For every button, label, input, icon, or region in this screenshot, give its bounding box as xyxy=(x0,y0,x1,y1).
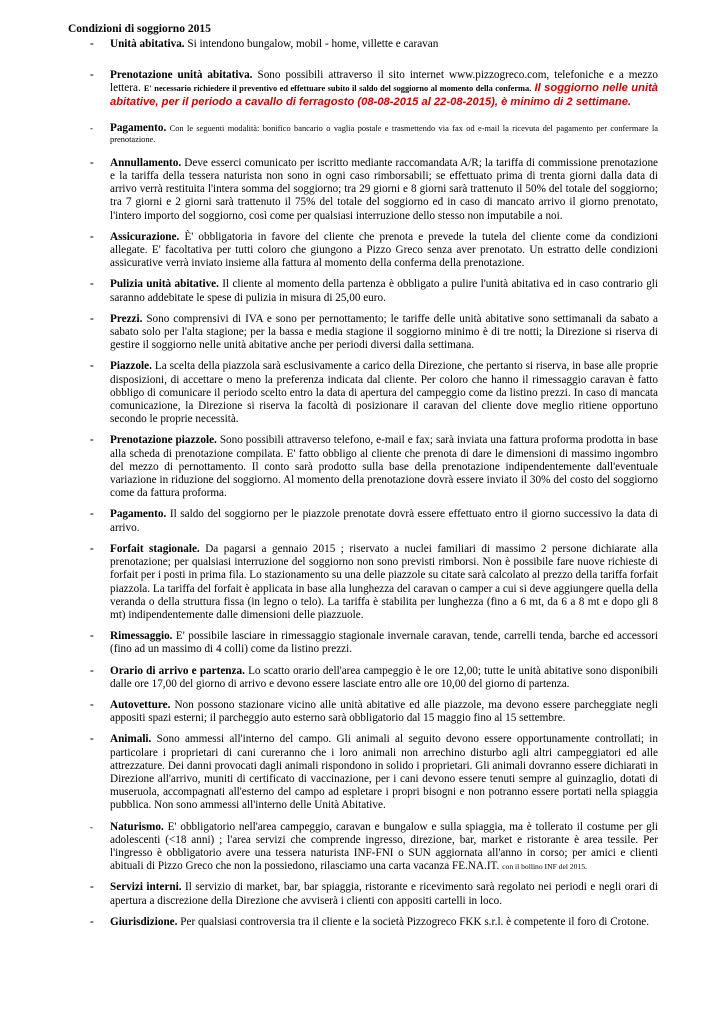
clause-text: È' obbligatoria in favore del cliente che prenota e prevede la tutela del cliente come da condizioni allegate. E' facoltativa per tutti coloro che giungono a Pizzo Greco senza aver prenotato. Un estratto delle condizioni assicurative verrà inviato insieme alla fattura al momento della conferma della prenotazione. xyxy=(110,230,659,270)
bullet: - xyxy=(90,434,94,447)
clause-text: Per qualsiasi controversia tra il cliente e la società Pizzogreco FKK s.r.l. è competente il foro di Crotone. xyxy=(180,915,650,928)
bullet: - xyxy=(90,542,94,555)
bullet: - xyxy=(90,69,94,82)
clause-label: Pagamento. xyxy=(110,508,167,521)
clause-naturismo xyxy=(68,821,658,874)
clause-label: Prezzi. xyxy=(110,312,143,325)
bullet: - xyxy=(90,821,93,832)
bullet: - xyxy=(90,122,93,133)
clause-label: Piazzole. xyxy=(110,360,152,373)
bullet: - xyxy=(90,230,94,243)
clause-label: Unità abitativa. xyxy=(110,38,185,50)
bullet: - xyxy=(90,360,94,373)
bullet: - xyxy=(90,698,94,711)
clause-forfait xyxy=(68,543,658,622)
page-title: Condizioni di soggiorno 2015 xyxy=(68,23,211,35)
clause-text: Il cliente al momento della partenza è obbligato a pulire l'unità abitativa ed in caso contrario gli saranno addebitate le spese di pulizia in misura di 25,00 euro. xyxy=(110,278,659,304)
clause-label: Prenotazione unità abitativa. xyxy=(110,69,253,82)
bullet: - xyxy=(90,156,94,169)
clause-servizi-interni xyxy=(68,881,658,907)
clause-text: Si intendono bungalow, mobil - home, villette e caravan xyxy=(187,38,439,50)
bullet: - xyxy=(90,664,94,677)
clause-warning: Il soggiorno nelle unità abitative, per il periodo a cavallo di ferragosto (08-08-2015 al 22-08-2015), è minimo di 2 settimane. xyxy=(110,82,659,108)
clause-text: Lo scatto orario dell'area campeggio è le ore 12,00; tutte le unità abitative sono disponibili dalle ore 17,00 del giorno di arrivo e devono essere lasciate entro alle ore 10,00 del giorno di partenza. xyxy=(110,664,659,690)
clause-pagamento-unita xyxy=(68,123,658,145)
clause-prenotazione-piazzole xyxy=(68,434,658,500)
clause-label: Giurisdizione. xyxy=(110,915,178,928)
bullet: - xyxy=(90,38,94,50)
clause-note: con il bollino INF del 2015. xyxy=(502,862,587,872)
clause-rimessaggio xyxy=(68,630,658,656)
clause-text: Non possono stazionare vicino alle unità abitative ed alle piazzole, ma devono essere parcheggiate negli appositi spazi esterni; il parcheggio auto esterno sarà obbligatorio dal 15 maggio fino al 15 settembre. xyxy=(110,698,658,725)
clause-text: Con le seguenti modalità: bonifico bancario o vaglia postale e trasmettendo via fax od e-mail la ricevuta del pagamento per confermare la prenotazione. xyxy=(110,123,658,144)
clause-text: E' possibile lasciare in rimessaggio stagionale invernale caravan, tende, carrelli tenda, barche ed accessori (fino ad un massimo di 4 colli) come da listino prezzi. xyxy=(110,630,658,656)
clause-text: Sono possibili attraverso il sito internet www.pizzogreco.com, telefoniche e a mezzo lettera. xyxy=(110,69,658,95)
clause-giurisdizione xyxy=(68,916,658,929)
clause-text: Deve esserci comunicato per iscritto mediante raccomandata A/R; la tariffa di commissione prenotazione e la tariffa della tessera naturista non sono in ogni caso rimborsabili; se effettuato prima di trenta giorni dalla data di arrivo verrà restituita l'intera somma del soggiorno; tra 29 giorni e 8 giorni sarà trattenuto il 50% del totale del soggiorno; tra 7 giorni e 2 giorni sarà trattenuto il 75% del totale del soggiorno ed in caso di mancato arrivo il giorno prenotato, l'intero importo del soggiorno, così come per qualsiasi interruzione dello stesso non imputabile a noi. xyxy=(110,156,659,222)
clause-label: Servizi interni. xyxy=(110,881,182,894)
clause-text: La scelta della piazzola sarà esclusivamente a carico della Direzione, che pertanto si riserva, in base alle proprie disposizioni, di accettare o meno la preferenza indicata dal cliente. Per coloro che hanno il rimessaggio caravan è fatto obbligo di comunicare il periodo scelto entro la data di apertura del campeggio come da listino prezzi. In caso di mancata comunicazione, la Direzione si riserva la facoltà di posizionare il caravan del cliente dove meglio ritiene opportuno secondo le proprie necessità. xyxy=(110,360,658,426)
clause-animali xyxy=(68,733,658,812)
clause-label: Pulizia unità abitative. xyxy=(110,278,219,291)
clause-pulizia xyxy=(68,278,658,304)
bullet: - xyxy=(90,733,94,746)
clause-text: Sono ammessi all'interno del campo. Gli animali al seguito devono essere opportunamente controllati; in particolare i proprietari di cani cureranno che i loro animali non arrechino disturbo agli altri campeggiatori ed alle attrezzature. Dei danni provocati dagli animali rispondono in solido i proprietari. Gli animali dovranno essere dichiarati in Direzione all'arrivo, muniti di certificato di vaccinazione, per i cani devono essere tenuti sempre al guinzaglio, dotati di museruola, accompagnati all'esterno del campo ad espletare i propri bisogni e non potranno essere portati nella spiaggia pubblica. Non sono ammessi all'interno delle Unità Abitative. xyxy=(110,733,658,812)
clause-text: E' obbligatorio nell'area campeggio, caravan e bungalow e sulla spiaggia, ma è tollerato il costume per gli adolescenti (<18 anni) ; l'area servizi che comprende ingresso, direzione, bar, market e ristorante è area tessile. Per l'ingresso è obbligatorio avere una tessera naturista INF-FNI o SUN aggiornata all'anno in corso; per amici e clienti abituali di Pizzo Greco che non la possiedono, rilasciamo una carta vacanza FE.NA.IT. xyxy=(110,820,658,873)
clause-assicurazione xyxy=(68,231,658,271)
clause-annullamento xyxy=(68,157,658,223)
clause-prenotazione-unita xyxy=(68,69,658,109)
bullet: - xyxy=(90,881,94,894)
clause-label: Pagamento. xyxy=(110,121,167,134)
clause-label: Animali. xyxy=(110,733,152,746)
bullet: - xyxy=(90,278,94,291)
clause-label: Rimessaggio. xyxy=(110,630,173,643)
clause-piazzole xyxy=(68,360,658,426)
clause-text: Sono possibili attraverso telefono, e-mail e fax; sarà inviata una fattura proforma prodotta in base alla scheda di prenotazione compilata. E' fatto obbligo al cliente che prenota di dare le dimensioni di massimo ingombro del mezzo di pernottamento. Il conto sarà prodotto sulla base della prenotazione indipendentemente dall'eventuale variazione in riduzione del soggiorno. Al momento della prenotazione dovrà essere inviato il 30% del costo del soggiorno come da fattura proforma. xyxy=(110,434,659,500)
clause-label: Autovetture. xyxy=(110,698,171,711)
bullet: - xyxy=(90,508,94,521)
clause-orario xyxy=(68,665,658,691)
clause-note: E' necessario richiedere il preventivo ed effettuare subito il saldo del soggiorno al momento della conferma. xyxy=(143,84,532,94)
clause-label: Assicurazione. xyxy=(110,230,180,243)
document-page xyxy=(68,22,658,929)
clause-text: Il servizio di market, bar, bar spiaggia, ristorante e ricevimento sarà regolato nei periodi e negli orari di apertura a discrezione della Direzione che avviserà i clienti con appositi cartelli in loco. xyxy=(110,881,659,907)
clause-label: Naturismo. xyxy=(110,820,164,833)
clause-prezzi xyxy=(68,313,658,353)
clause-pagamento-piazzole xyxy=(68,508,658,534)
bullet: - xyxy=(90,630,94,643)
clause-autovetture xyxy=(68,699,658,725)
clause-text: Da pagarsi a gennaio 2015 ; riservato a nuclei familiari di massimo 2 persone dichiarate alla prenotazione; per qualsiasi interruzione del soggiorno non sono previsti rimborsi. Non è possibile fare nuove richieste di forfait per i posti in prima fila. Lo stazionamento su una delle piazzole su citate sarà calcolato al prezzo della tariffa forfait piazzola. La tariffa del forfait è applicata in base alla lunghezza del caravan o camper a cui si deve aggiungere quella della veranda o della struttura fissa (in legno o telo). La tariffa è stabilita per lunghezza (fino a 6 mt, da 6 a 8 mt e dopo gli 8 mt) indipendentemente dalle dimensioni delle piazzuole. xyxy=(110,542,658,621)
clause-text: Il saldo del soggiorno per le piazzole prenotate dovrà essere effettuato entro il giorno successivo la data di arrivo. xyxy=(110,508,658,534)
bullet: - xyxy=(90,312,94,325)
clause-label: Orario di arrivo e partenza. xyxy=(110,664,245,677)
clause-label: Forfait stagionale. xyxy=(110,542,200,555)
bullet: - xyxy=(90,915,94,928)
clause-text: Sono comprensivi di IVA e sono per pernottamento; le tariffe delle unità abitative sono settimanali da sabato a sabato solo per l'alta stagione; per la bassa e media stagione il soggiorno minimo è di tre notti; la Direzione si riserva di gestire il soggiorno nelle unità abitative anche per periodi diversi dalla settimana. xyxy=(110,312,658,352)
clause-label: Prenotazione piazzole. xyxy=(110,434,217,447)
clause-unita-abitativa xyxy=(68,38,658,51)
clause-label: Annullamento. xyxy=(110,156,182,169)
